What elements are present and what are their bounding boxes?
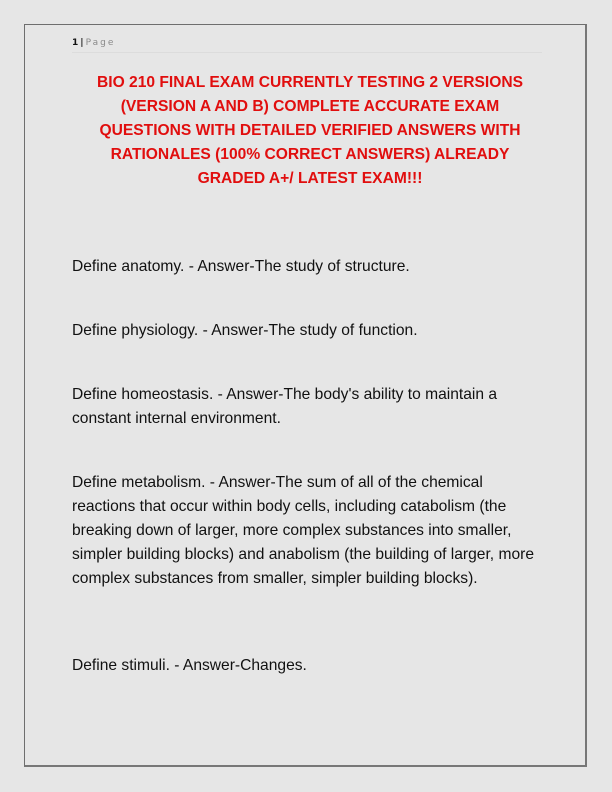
qa-item-anatomy: Define anatomy. - Answer-The study of structure. — [72, 258, 410, 275]
page-number: 1 — [72, 38, 79, 48]
qa-item-homeostasis: Define homeostasis. - Answer-The body's ability to maintain a constant internal environment. — [72, 386, 498, 427]
page-label: Page — [85, 38, 116, 48]
qa-item-metabolism: Define metabolism. - Answer-The sum of all of the chemical reactions that occur within body cells, including catabolism (the breaking down of larger, more complex substances into smaller, simpler building blocks) and anabolism (the building of larger, more complex substances from smaller, simpler building blocks). — [72, 474, 534, 587]
document-title: BIO 210 FINAL EXAM CURRENTLY TESTING 2 VERSIONS (VERSION A AND B) COMPLETE ACCURATE EXAM QUESTIONS WITH DETAILED VERIFIED ANSWERS WITH RATIONALES (100% CORRECT ANSWERS) ALREADY GRADED A+/ LATEST EXAM!!! — [96, 74, 524, 187]
qa-item-physiology: Define physiology. - Answer-The study of function. — [72, 322, 418, 339]
page-header — [72, 36, 542, 53]
qa-item-stimuli: Define stimuli. - Answer-Changes. — [72, 657, 307, 674]
header-separator: | — [80, 38, 84, 48]
